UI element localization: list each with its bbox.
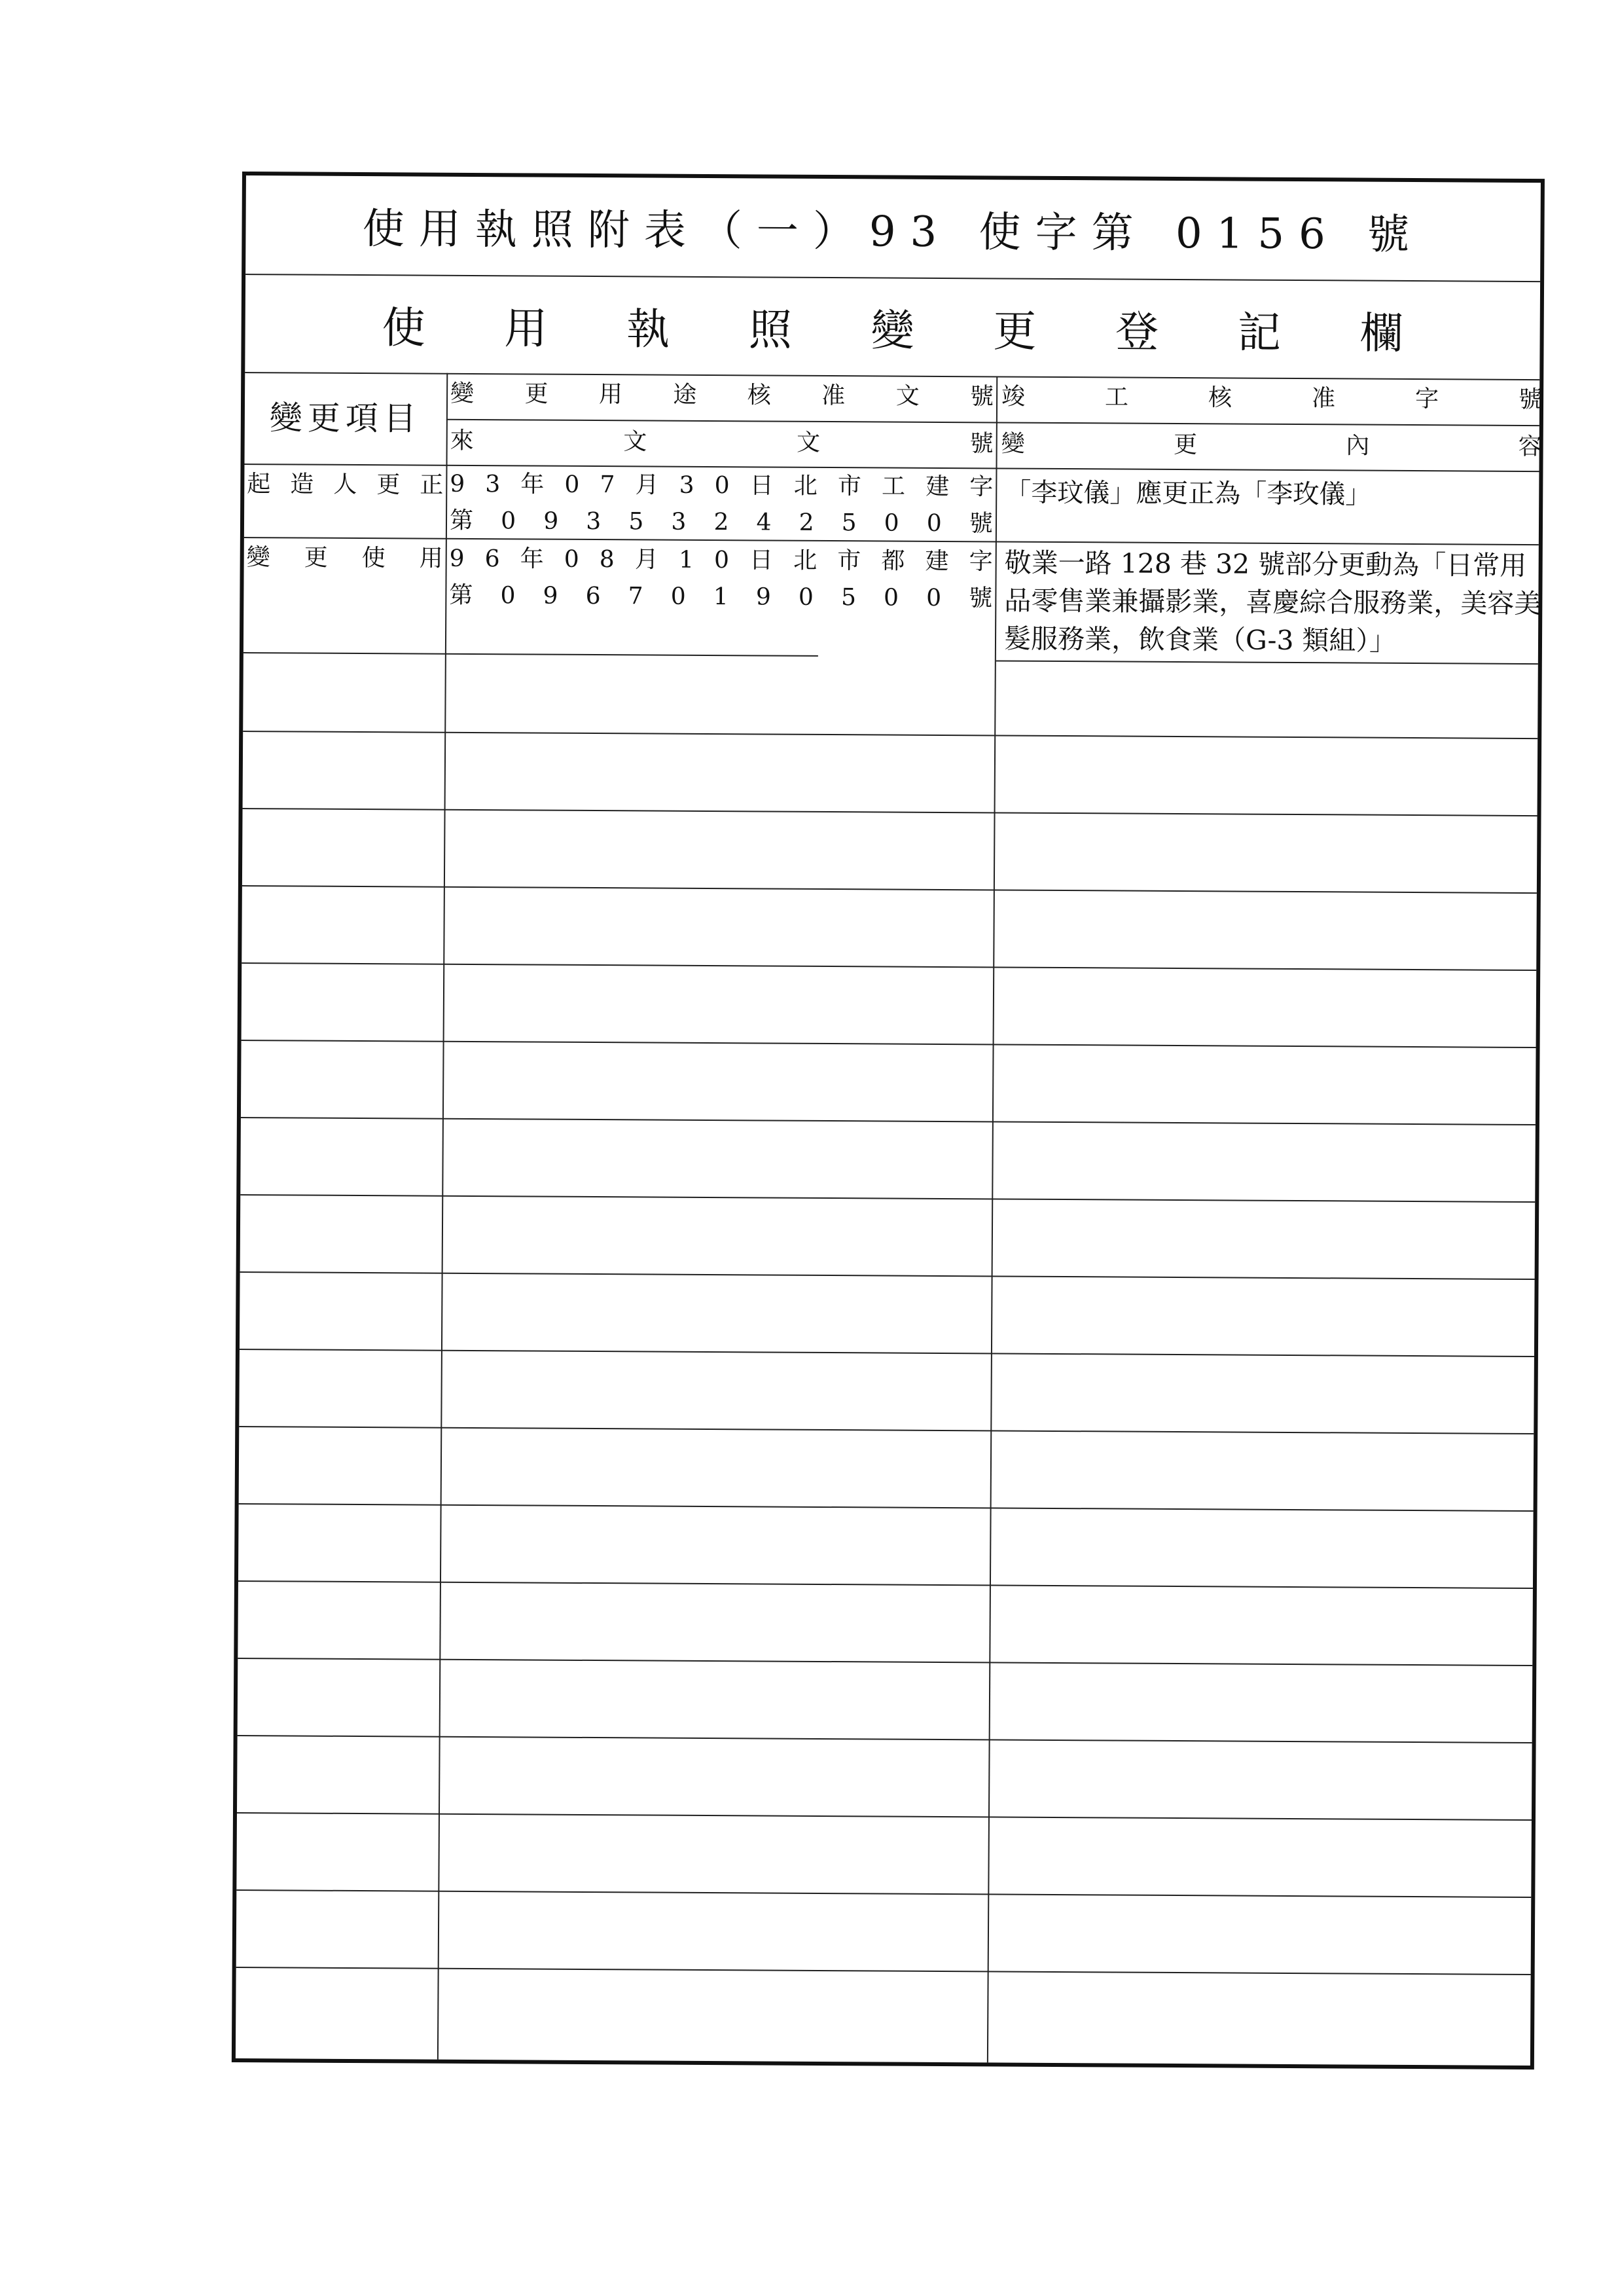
entry-char: 都 xyxy=(881,547,905,575)
header-char: 來 xyxy=(450,427,474,454)
ruled-line xyxy=(240,1271,1535,1280)
divider xyxy=(243,652,818,657)
entry-char: 更 xyxy=(376,471,401,499)
header-char: 內 xyxy=(1346,432,1370,460)
entry-char: 2 xyxy=(713,509,729,536)
ruled-line xyxy=(240,1349,1534,1357)
entry-char: 0 xyxy=(798,583,814,611)
form-title-text: 使用執照附表（一）93 使字第 0156 號 xyxy=(362,205,1424,260)
ruled-line xyxy=(240,1194,1535,1203)
section-title-char: 執 xyxy=(626,303,670,355)
entry-char: 7 xyxy=(628,583,643,610)
entry-item xyxy=(247,465,444,538)
section-title-char: 照 xyxy=(748,304,793,355)
entry-char: 字 xyxy=(969,548,993,575)
entry-char: 0 xyxy=(926,584,942,611)
ruled-line xyxy=(242,1040,1536,1048)
ruled-line xyxy=(237,1812,1532,1821)
header-char: 途 xyxy=(673,381,697,409)
header-char: 文 xyxy=(895,382,920,410)
entry-char: 月 xyxy=(635,471,659,499)
entry-char: 5 xyxy=(628,508,644,536)
entry-char: 市 xyxy=(837,547,861,575)
header-item-text: 變更項目 xyxy=(269,399,422,438)
header-char: 核 xyxy=(747,382,771,409)
entry-char: 用 xyxy=(419,545,443,572)
form-title xyxy=(245,175,1541,281)
entry-char: 第 xyxy=(449,507,474,534)
entry-doc-line xyxy=(450,466,993,506)
entry-char: 字 xyxy=(969,473,994,501)
header-char: 字 xyxy=(1414,386,1439,413)
entry-char: 2 xyxy=(799,509,814,536)
license-change-form xyxy=(232,172,1545,2069)
ruled-line xyxy=(236,1889,1531,1898)
entry-char: 3 xyxy=(671,508,687,536)
column-divider xyxy=(987,376,998,2062)
header-char: 號 xyxy=(1518,386,1543,414)
entry-char: 0 xyxy=(714,472,730,500)
entry-char: 工 xyxy=(881,473,906,500)
section-title xyxy=(245,274,1540,379)
entry-char: 9 xyxy=(449,545,465,572)
entry-char: 造 xyxy=(290,471,314,498)
entry-doc-line xyxy=(450,503,993,541)
entry-char: 0 xyxy=(926,509,942,537)
entry-char: 號 xyxy=(969,585,993,612)
ruled-line xyxy=(243,731,1537,739)
entry-char: 9 xyxy=(543,507,559,535)
entry-char: 3 xyxy=(586,507,602,536)
header-char: 號 xyxy=(969,430,994,458)
entry-char: 0 xyxy=(500,582,516,610)
column-divider xyxy=(437,373,448,2060)
ruled-line xyxy=(238,1580,1533,1589)
entry-char: 6 xyxy=(585,582,601,610)
entry-char: 第 xyxy=(449,581,473,609)
entry-char: 5 xyxy=(840,584,857,611)
header-approval-doc xyxy=(450,373,994,422)
ruled-line xyxy=(238,1735,1532,1743)
header-char: 竣 xyxy=(1001,383,1026,410)
entry-char: 0 xyxy=(564,545,579,573)
entry-char: 0 xyxy=(884,509,899,537)
header-incoming-doc xyxy=(450,420,994,468)
section-title-char: 更 xyxy=(993,305,1037,357)
section-title-char: 用 xyxy=(504,302,548,354)
entry-char: 0 xyxy=(564,471,580,498)
entry-char: 更 xyxy=(304,544,328,572)
entry-doc xyxy=(450,466,994,541)
ruled-line xyxy=(242,962,1536,971)
entry-char: 1 xyxy=(678,546,694,574)
header-char: 准 xyxy=(821,382,846,410)
ruled-line xyxy=(239,1426,1534,1434)
entry-char: 建 xyxy=(926,473,950,501)
section-title-char: 變 xyxy=(871,304,914,356)
header-char: 文 xyxy=(796,429,821,456)
entry-char: 人 xyxy=(333,471,357,498)
header-change-content xyxy=(1001,423,1541,471)
header-char: 變 xyxy=(450,380,475,407)
section-title-char: 記 xyxy=(1237,306,1282,358)
header-completion-approval xyxy=(1001,376,1542,425)
entry-char: 起 xyxy=(247,471,271,498)
entry-char: 4 xyxy=(756,509,772,536)
ruled-line xyxy=(241,1117,1536,1125)
entry-char: 北 xyxy=(793,472,818,500)
header-char: 准 xyxy=(1311,385,1336,412)
ruled-line xyxy=(242,885,1537,894)
entry-char: 9 xyxy=(450,470,465,498)
entry-item xyxy=(247,539,443,577)
ruled-line xyxy=(239,1503,1534,1512)
section-title-char: 使 xyxy=(382,302,425,354)
ruled-line xyxy=(243,808,1537,816)
entry-doc xyxy=(449,541,993,629)
entry-char: 9 xyxy=(755,583,771,611)
entry-char: 7 xyxy=(600,471,615,499)
entry-char: 日 xyxy=(749,472,774,500)
header-char: 更 xyxy=(524,380,548,408)
header-char: 變 xyxy=(1001,430,1025,458)
header-char: 容 xyxy=(1518,433,1542,461)
header-char: 號 xyxy=(969,383,994,410)
entry-doc-line xyxy=(449,577,992,617)
entry-char: 月 xyxy=(634,546,659,574)
entry-char: 0 xyxy=(670,583,686,610)
entry-char: 3 xyxy=(679,471,694,499)
header-char: 文 xyxy=(623,428,647,456)
entry-char: 建 xyxy=(925,547,949,575)
ruled-line xyxy=(238,1658,1532,1666)
entry-doc-line xyxy=(450,541,993,581)
entry-char: 變 xyxy=(246,544,270,572)
section-title-char: 欄 xyxy=(1359,308,1403,359)
header-char: 用 xyxy=(598,381,623,409)
entry-char: 6 xyxy=(484,545,500,573)
entry-char: 市 xyxy=(837,473,862,500)
entry-char: 1 xyxy=(713,583,728,611)
section-title-char: 登 xyxy=(1115,306,1159,357)
entry-char: 0 xyxy=(883,584,899,611)
entry-char: 8 xyxy=(599,546,615,574)
entry-content: 「李玟儀」應更正為「李玫儀」 xyxy=(1005,477,1372,510)
entry-char: 年 xyxy=(520,471,545,498)
header-item xyxy=(245,372,447,465)
entry-char: 3 xyxy=(485,471,501,498)
entry-char: 年 xyxy=(520,545,544,573)
ruled-line xyxy=(236,1967,1531,1975)
entry-char: 0 xyxy=(713,547,730,574)
entry-char: 9 xyxy=(543,582,558,610)
entry-char: 正 xyxy=(420,471,444,499)
entry-char: 號 xyxy=(969,510,994,538)
entry-char: 北 xyxy=(793,547,818,574)
entry-char: 使 xyxy=(361,545,386,572)
header-char: 工 xyxy=(1104,384,1129,411)
header-char: 更 xyxy=(1173,431,1198,459)
header-char: 核 xyxy=(1208,384,1232,412)
entry-content: 敬業一路 128 巷 32 號部分更動為「日常用品零售業兼攝影業，喜慶綜合服務業，美容美髮服務業，飲食業（G-3 類組）」 xyxy=(1003,547,1541,657)
entry-char: 5 xyxy=(841,509,857,537)
entry-char: 日 xyxy=(749,547,774,574)
entry-char: 0 xyxy=(501,507,516,535)
